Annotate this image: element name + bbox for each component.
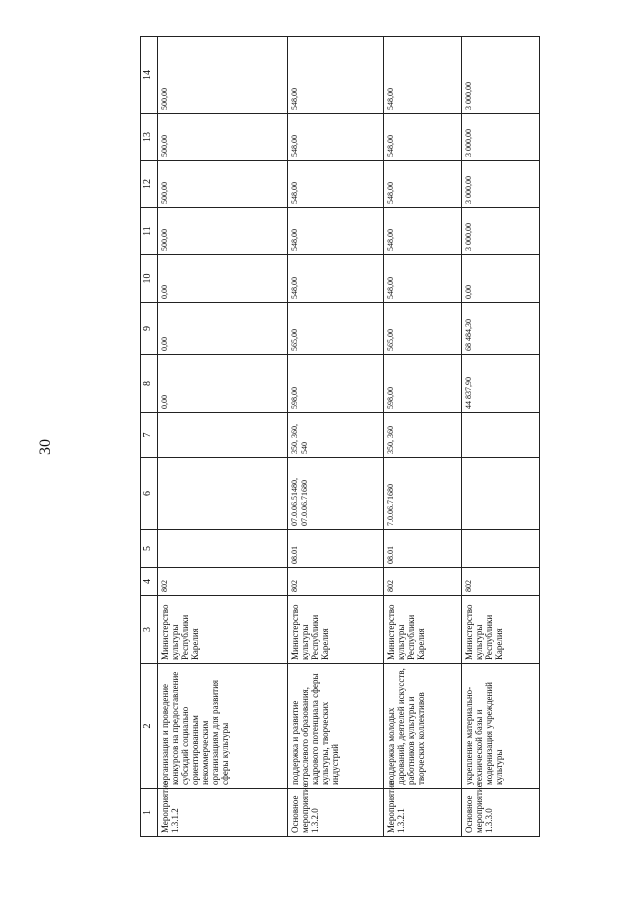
column-header: 6: [141, 458, 158, 530]
table-cell: 548,00: [383, 161, 461, 208]
table-cell: 598,00: [383, 355, 461, 413]
page-number: 30: [37, 439, 54, 455]
column-header: 3: [141, 596, 158, 664]
table-cell: 7.0.06.71680: [383, 458, 461, 530]
table-cell: 0,00: [158, 255, 288, 303]
table-cell: [461, 458, 539, 530]
table-cell: 548,00: [383, 255, 461, 303]
table-cell: укрепление материально-технической базы и модернизация учреждений культуры: [461, 664, 539, 789]
table-cell: 500,00: [158, 37, 288, 114]
table-cell: 548,00: [383, 208, 461, 255]
column-header: 4: [141, 568, 158, 596]
table-cell: Основное мероприятие 1.3.3.0: [461, 789, 539, 837]
column-header: 7: [141, 413, 158, 458]
table-cell: [158, 458, 288, 530]
table-cell: Министерство культуры Республики Карелия: [461, 596, 539, 664]
rotated-table-container: [140, 37, 540, 837]
table-cell: Мероприятие 1.3.2.1: [383, 789, 461, 837]
table-cell: [158, 413, 288, 458]
table-row: [461, 37, 539, 837]
table-cell: [461, 530, 539, 568]
column-header: 11: [141, 208, 158, 255]
table-cell: 565,00: [288, 303, 384, 355]
table-row: [288, 37, 384, 837]
table-cell: поддержка молодых дарований, деятелей искусств, работников культуры и творческих коллективов: [383, 664, 461, 789]
table-cell: 802: [158, 568, 288, 596]
table-cell: 548,00: [288, 208, 384, 255]
table-cell: 08.01: [383, 530, 461, 568]
column-header: 14: [141, 37, 158, 114]
table-cell: 548,00: [288, 37, 384, 114]
table-cell: [461, 413, 539, 458]
table-cell: 08.01: [288, 530, 384, 568]
table-cell: 548,00: [383, 37, 461, 114]
column-header: 5: [141, 530, 158, 568]
table-cell: 802: [383, 568, 461, 596]
table-cell: 598,00: [288, 355, 384, 413]
column-header: 9: [141, 303, 158, 355]
table-cell: 802: [461, 568, 539, 596]
table-cell: 500,00: [158, 208, 288, 255]
table-row: [158, 37, 288, 837]
table-cell: 0,00: [158, 355, 288, 413]
table-cell: 565,00: [383, 303, 461, 355]
column-header: 2: [141, 664, 158, 789]
column-header: 1: [141, 789, 158, 837]
table-cell: 3 000,00: [461, 161, 539, 208]
table-cell: 44 837,90: [461, 355, 539, 413]
column-header: 13: [141, 114, 158, 161]
table-cell: 0,00: [461, 255, 539, 303]
table-cell: 350, 360, 540: [288, 413, 384, 458]
table-cell: 548,00: [288, 161, 384, 208]
table-cell: поддержка и развитие отраслевого образования, кадрового потенциала сферы культуры, творческих индустрий: [288, 664, 384, 789]
budget-table: [140, 36, 540, 837]
header-row: [141, 37, 158, 837]
column-header: 10: [141, 255, 158, 303]
column-header: 12: [141, 161, 158, 208]
column-header: 8: [141, 355, 158, 413]
table-cell: 500,00: [158, 161, 288, 208]
table-cell: 07.0.06.51480, 07.0.06.71680: [288, 458, 384, 530]
table-cell: 802: [288, 568, 384, 596]
table-cell: [158, 530, 288, 568]
table-cell: Основное мероприятие 1.3.2.0: [288, 789, 384, 837]
table-cell: 3 000,00: [461, 37, 539, 114]
table-cell: 0,00: [158, 303, 288, 355]
table-cell: 500,00: [158, 114, 288, 161]
table-row: [383, 37, 461, 837]
table-cell: 350, 360: [383, 413, 461, 458]
table-cell: 548,00: [383, 114, 461, 161]
table-cell: 68 484,30: [461, 303, 539, 355]
table-cell: 3 000,00: [461, 208, 539, 255]
table-cell: Министерство культуры Республики Карелия: [288, 596, 384, 664]
table-cell: 548,00: [288, 114, 384, 161]
table-cell: Министерство культуры Республики Карелия: [158, 596, 288, 664]
table-cell: организация и проведение конкурсов на предоставление субсидий социально ориентированным некоммерческим организациям для развития сферы культуры: [158, 664, 288, 789]
table-cell: Министерство культуры Республики Карелия: [383, 596, 461, 664]
table-cell: Мероприятие 1.3.1.2: [158, 789, 288, 837]
table-cell: 3 000,00: [461, 114, 539, 161]
table-cell: 548,00: [288, 255, 384, 303]
